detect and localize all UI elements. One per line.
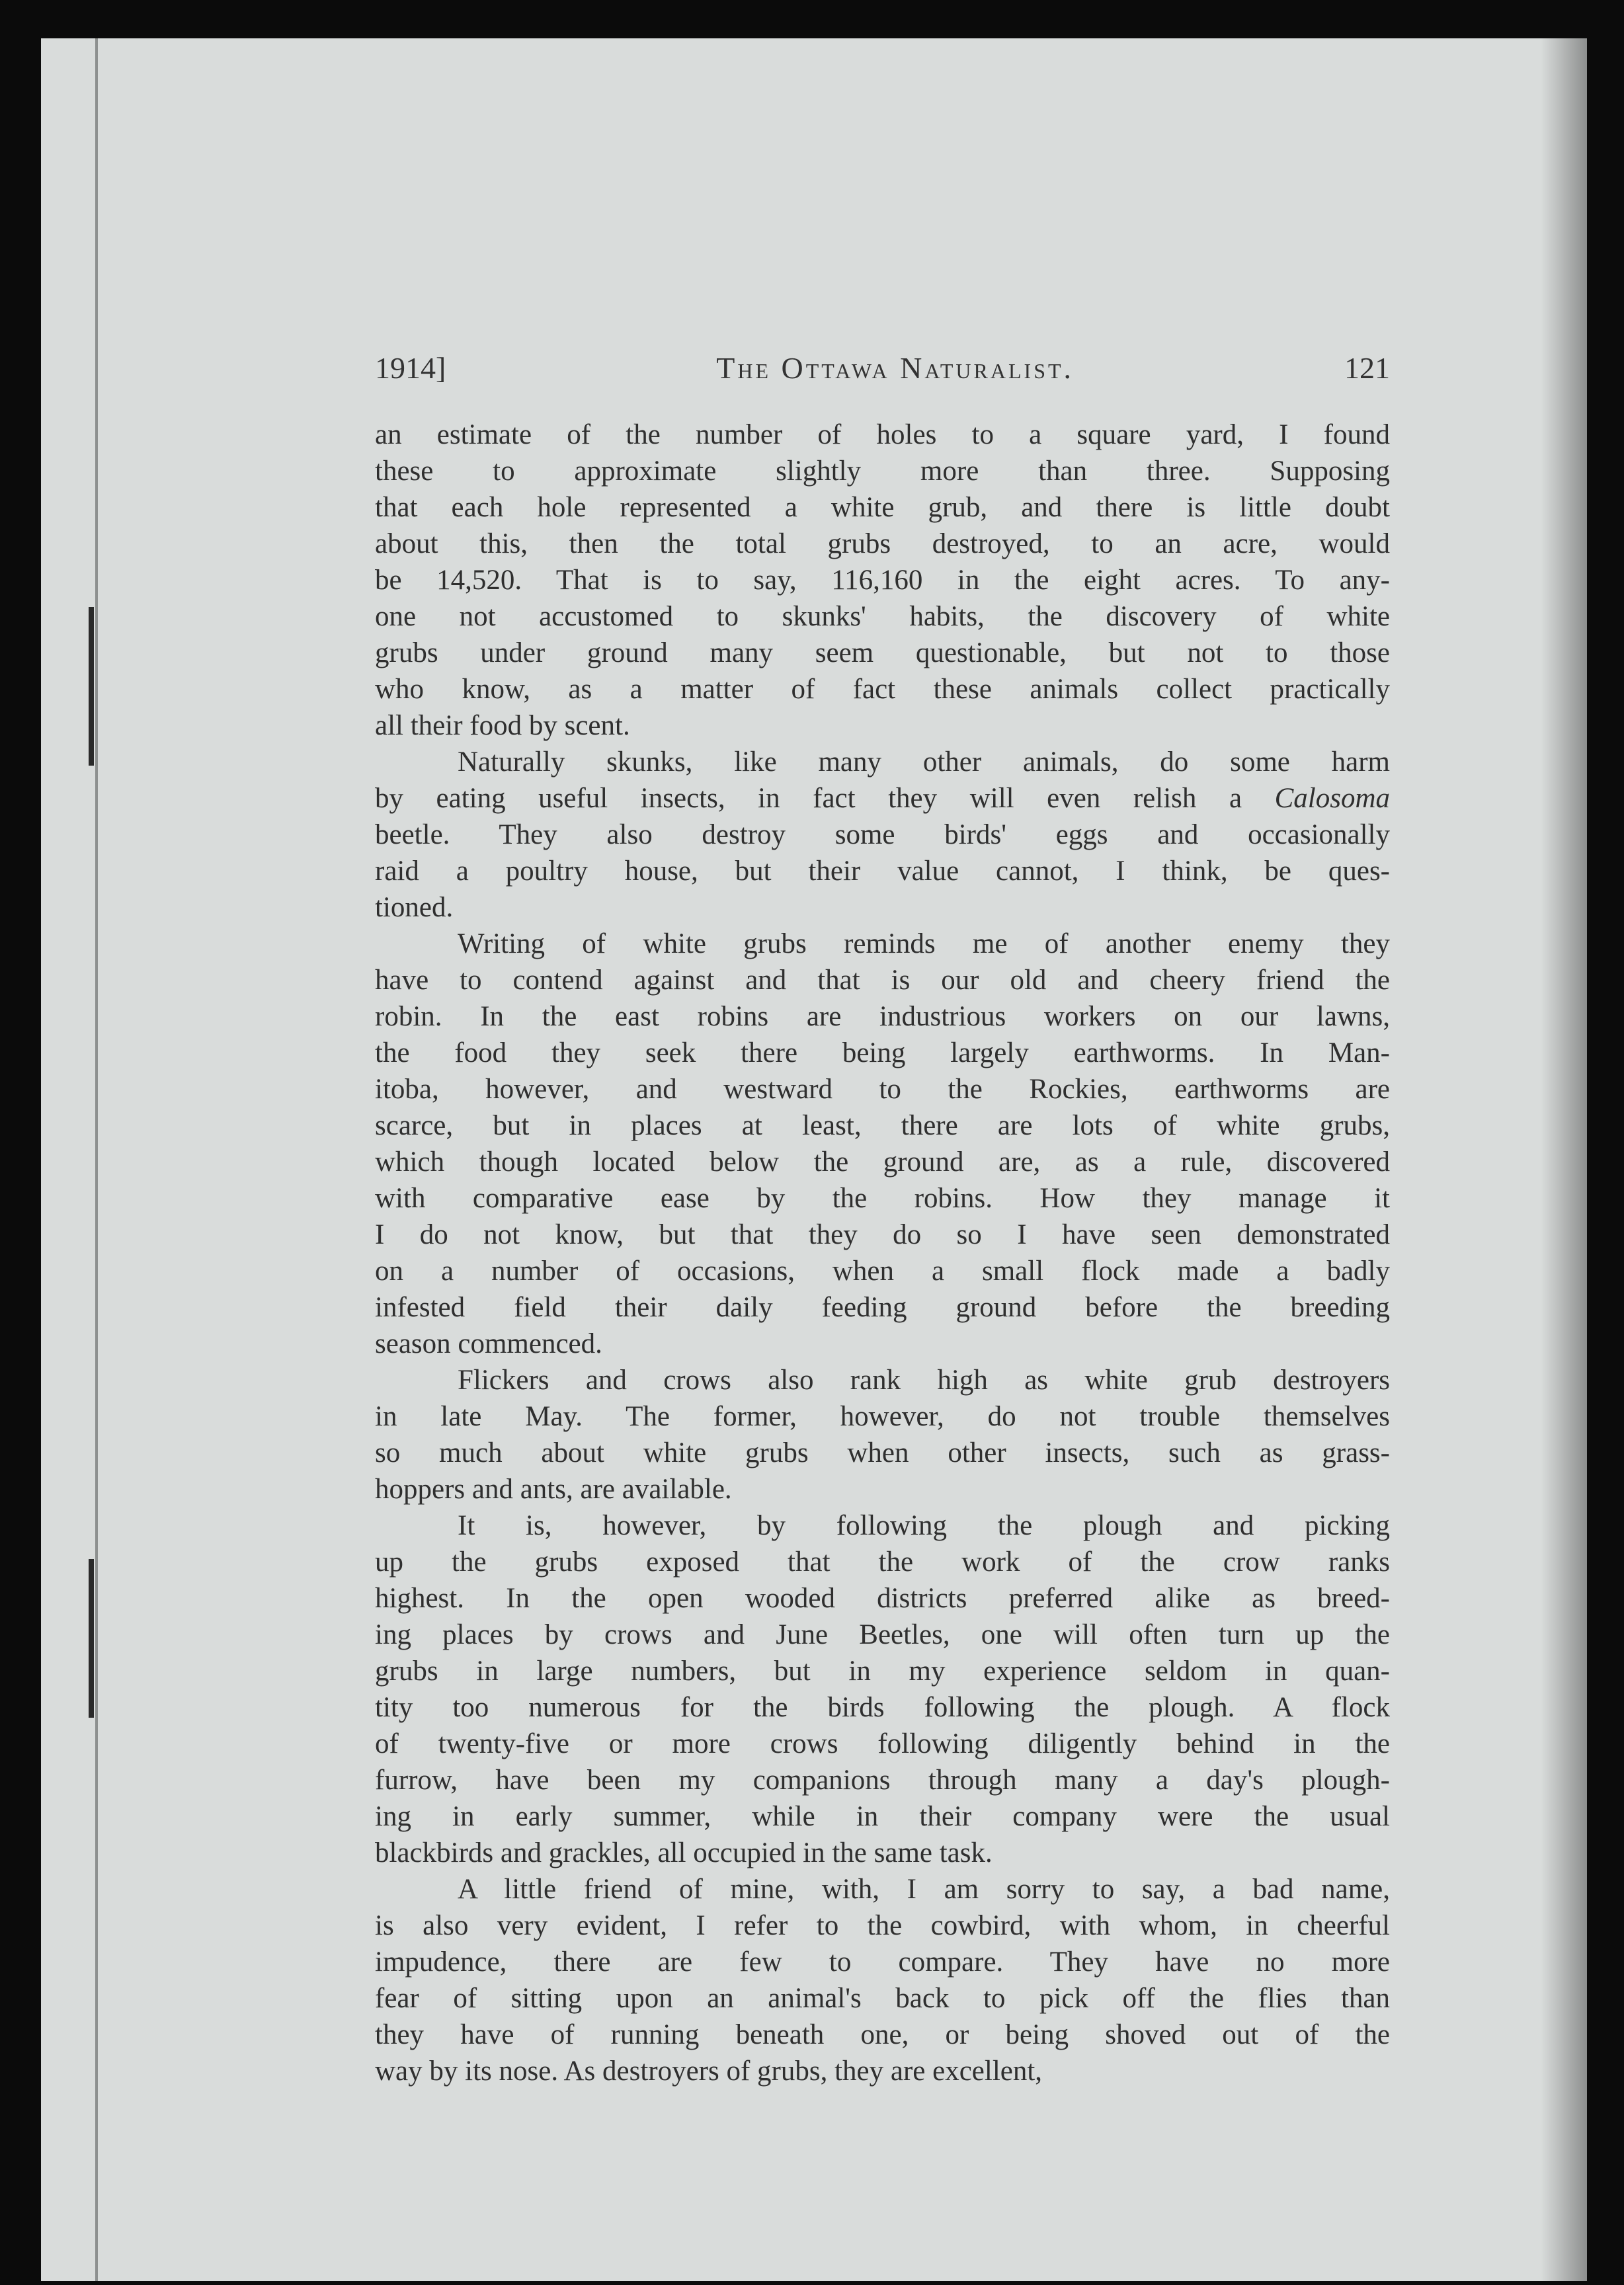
text-line: be 14,520. That is to say, 116,160 in the eight acres. To any- bbox=[375, 565, 1390, 596]
book-page bbox=[41, 38, 1587, 2281]
text-line: an estimate of the number of holes to a square yard, I found bbox=[375, 419, 1390, 450]
text-line: raid a poultry house, but their value cannot, I think, be ques- bbox=[375, 856, 1390, 887]
text-line: is also very evident, I refer to the cowbird, with whom, in cheerful bbox=[375, 1910, 1390, 1941]
text-line: on a number of occasions, when a small flock made a badly bbox=[375, 1256, 1390, 1287]
margin-mark bbox=[89, 1559, 94, 1718]
text-line: these to approximate slightly more than three. Supposing bbox=[375, 456, 1390, 487]
text-line: infested field their daily feeding ground before the breeding bbox=[375, 1292, 1390, 1323]
text-line: way by its nose. As destroyers of grubs, they are excellent, bbox=[375, 2056, 1043, 2087]
text-line: one not accustomed to skunks' habits, the discovery of white bbox=[375, 601, 1390, 632]
text-line: tioned. bbox=[375, 892, 454, 923]
text-line: have to contend against and that is our old and cheery friend the bbox=[375, 965, 1390, 996]
text-line: by eating useful insects, in fact they will even relish a Calosoma bbox=[375, 783, 1391, 814]
text-line: It is, however, by following the plough and picking bbox=[458, 1510, 1390, 1541]
text-line: furrow, have been my companions through many a day's plough- bbox=[375, 1765, 1390, 1796]
text-line: of twenty-five or more crows following diligently behind in the bbox=[375, 1728, 1390, 1759]
text-line: up the grubs exposed that the work of the crow ranks bbox=[375, 1546, 1390, 1578]
text-line: about this, then the total grubs destroyed, to an acre, would bbox=[375, 528, 1390, 559]
paragraph bbox=[375, 1871, 1390, 2089]
text-line: scarce, but in places at least, there are lots of white grubs, bbox=[375, 1110, 1390, 1141]
paragraph bbox=[375, 417, 1390, 744]
paragraph bbox=[375, 926, 1390, 1362]
text-line: who know, as a matter of fact these animals collect practically bbox=[375, 674, 1390, 705]
text-line: ing in early summer, while in their company were the usual bbox=[375, 1801, 1390, 1832]
text-line: tity too numerous for the birds following the plough. A flock bbox=[375, 1692, 1390, 1723]
text-line: they have of running beneath one, or being shoved out of the bbox=[375, 2019, 1390, 2050]
journal-title: The Ottawa Naturalist. bbox=[716, 351, 1075, 385]
paragraph bbox=[375, 1507, 1390, 1871]
text-line: the food they seek there being largely earthworms. In Man- bbox=[375, 1037, 1390, 1068]
text-line: so much about white grubs when other insects, such as grass- bbox=[375, 1437, 1390, 1468]
text-line: I do not know, but that they do so I have seen demonstrated bbox=[375, 1219, 1390, 1250]
text-line: Writing of white grubs reminds me of another enemy they bbox=[458, 928, 1390, 959]
header-year: 1914] bbox=[375, 351, 446, 385]
text-line: fear of sitting upon an animal's back to pick off the flies than bbox=[375, 1983, 1390, 2014]
text-line: A little friend of mine, with, I am sorry to say, a bad name, bbox=[458, 1874, 1390, 1905]
margin-mark bbox=[89, 607, 94, 766]
text-line: hoppers and ants, are available. bbox=[375, 1474, 732, 1505]
text-line: robin. In the east robins are industrious workers on our lawns, bbox=[375, 1001, 1390, 1032]
text-line: highest. In the open wooded districts preferred alike as breed- bbox=[375, 1583, 1390, 1614]
text-line: impudence, there are few to compare. They have no more bbox=[375, 1946, 1390, 1978]
text-line: in late May. The former, however, do not trouble themselves bbox=[375, 1401, 1390, 1432]
text-line: with comparative ease by the robins. How they manage it bbox=[375, 1183, 1390, 1214]
text-line: grubs under ground many seem questionable, but not to those bbox=[375, 637, 1390, 668]
paragraph bbox=[375, 1362, 1390, 1507]
text-line: grubs in large numbers, but in my experience seldom in quan- bbox=[375, 1656, 1390, 1687]
text-line: all their food by scent. bbox=[375, 710, 630, 741]
text-line: that each hole represented a white grub, and there is little doubt bbox=[375, 492, 1390, 523]
text-line: itoba, however, and westward to the Rockies, earthworms are bbox=[375, 1074, 1390, 1105]
running-header bbox=[375, 350, 1390, 390]
genus-name: Calosoma bbox=[1274, 783, 1391, 814]
body-text bbox=[375, 417, 1390, 2089]
page-number: 121 bbox=[1344, 351, 1390, 385]
text-line: season commenced. bbox=[375, 1328, 602, 1359]
paragraph bbox=[375, 744, 1390, 926]
text-line: Flickers and crows also rank high as white grub destroyers bbox=[458, 1365, 1390, 1396]
text-line: blackbirds and grackles, all occupied in the same task. bbox=[375, 1837, 993, 1868]
text-line: beetle. They also destroy some birds' eggs and occasionally bbox=[375, 819, 1390, 850]
text-line: which though located below the ground are, as a rule, discovered bbox=[375, 1146, 1390, 1178]
text-line: ing places by crows and June Beetles, one will often turn up the bbox=[375, 1619, 1390, 1650]
text-line: Naturally skunks, like many other animals, do some harm bbox=[458, 746, 1390, 778]
